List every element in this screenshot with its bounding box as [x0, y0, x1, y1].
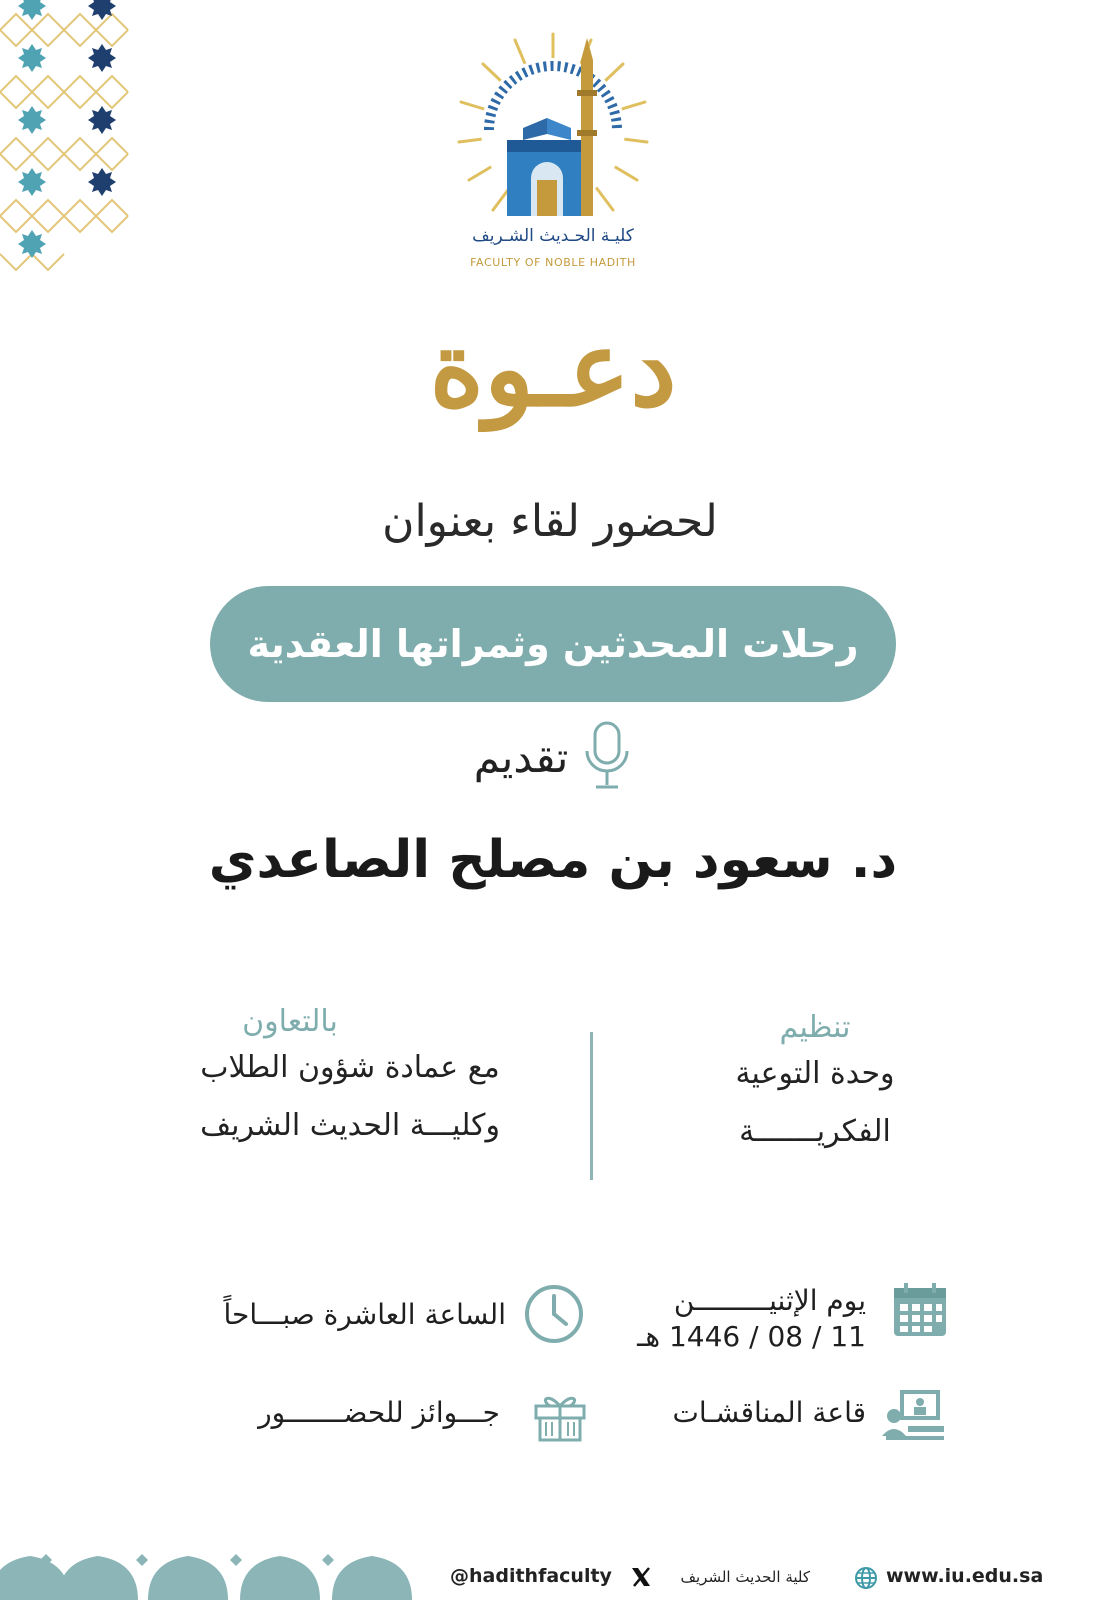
star-teal-5	[18, 230, 46, 258]
event-prizes: جـــوائز للحضـــــــور	[258, 1396, 500, 1429]
lecture-title: رحلات المحدثين وثمراتها العقدية	[247, 622, 859, 666]
logo-arabic-name: كليـة الحـديث الشـريف	[472, 226, 634, 246]
cooperation-heading: بالتعاون	[242, 1004, 338, 1039]
star-teal-3	[18, 106, 46, 134]
event-day: يوم الإثنيـــــــــن	[673, 1284, 866, 1317]
invitation-heading: دعـوة	[429, 307, 677, 430]
presenter-row	[400, 722, 706, 792]
calendar-icon	[890, 1280, 950, 1340]
clock-icon	[524, 1284, 584, 1344]
globe-icon	[854, 1566, 878, 1590]
event-time: الساعة العاشرة صبـــاحاً	[223, 1298, 506, 1331]
logo-english-name: FACULTY OF NOBLE HADITH	[470, 256, 636, 269]
lecture-hall-icon	[882, 1386, 944, 1442]
star-teal-1	[18, 0, 46, 20]
lecture-title-banner	[210, 586, 896, 702]
geometric-star-pattern	[0, 0, 140, 290]
cooperation-block	[150, 1004, 550, 1155]
footer-faculty-name: كلية الحديث الشريف	[680, 1568, 810, 1586]
microphone-icon	[582, 721, 632, 793]
twitter-handle[interactable]: @hadithfaculty	[450, 1565, 612, 1587]
event-date: 11 / 08 / 1446 هـ	[637, 1320, 866, 1353]
organizer-heading: تنظيم	[779, 1010, 851, 1045]
cooperation-line2: وكليـــة الحديث الشريف	[200, 1108, 500, 1143]
gift-icon	[530, 1384, 590, 1444]
star-teal-2	[18, 44, 46, 72]
organizer-line1: وحدة التوعية	[735, 1056, 895, 1091]
speaker-name: د. سعود بن مصلح الصاعدي	[208, 830, 898, 890]
cooperation-line1: مع عمادة شؤون الطلاب	[200, 1050, 500, 1085]
university-logo	[455, 30, 651, 226]
star-teal-4	[18, 168, 46, 196]
column-divider	[590, 1032, 593, 1180]
intro-text: لحضور لقاء بعنوان	[382, 496, 718, 547]
star-navy-3	[88, 106, 116, 134]
organizer-block	[680, 1010, 950, 1161]
presenter-label: تقديم	[473, 732, 569, 782]
star-navy-4	[88, 168, 116, 196]
star-navy-1	[88, 0, 116, 20]
x-twitter-icon	[630, 1566, 652, 1588]
organizer-line2: الفكريـــــــة	[739, 1114, 891, 1149]
event-location: قاعة المناقشـات	[672, 1396, 866, 1429]
star-navy-2	[88, 44, 116, 72]
website-link[interactable]: www.iu.edu.sa	[886, 1565, 1044, 1587]
footer-dome-pattern	[0, 1548, 440, 1600]
